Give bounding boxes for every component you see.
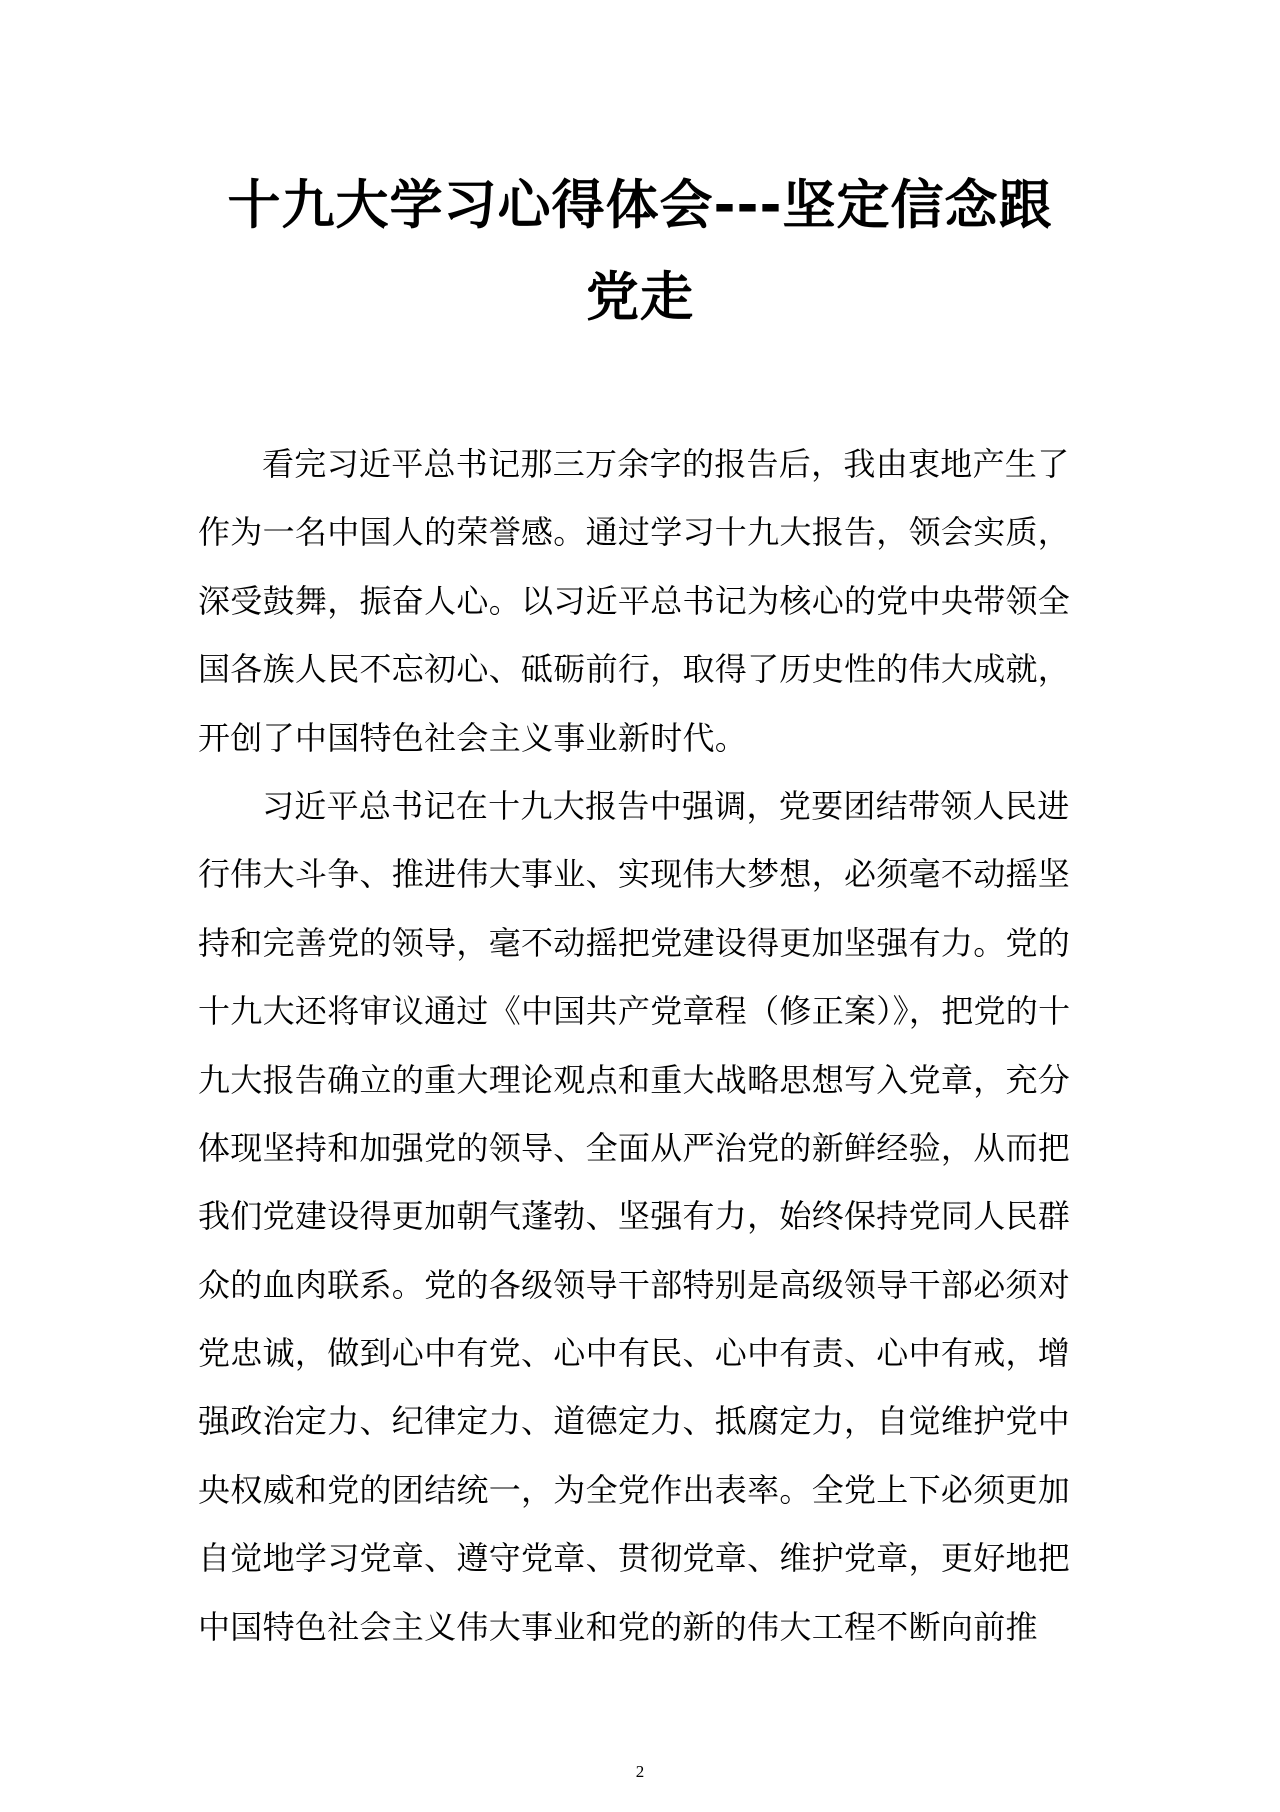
text-line: 体现坚持和加强党的领导、全面从严治党的新鲜经验，从而把 bbox=[198, 1128, 1071, 1167]
paragraph-2 bbox=[198, 772, 1088, 1661]
title-line: 党走 bbox=[586, 267, 694, 328]
text-line: 我们党建设得更加朝气蓬勃、坚强有力，始终保持党同人民群 bbox=[198, 1197, 1071, 1236]
text-line: 自觉地学习党章、遵守党章、贯彻党章、维护党章，更好地把 bbox=[198, 1539, 1071, 1578]
text-line: 党忠诚，做到心中有党、心中有民、心中有责、心中有戒，增 bbox=[198, 1334, 1071, 1373]
text-line: 九大报告确立的重大理论观点和重大战略思想写入党章，充分 bbox=[198, 1060, 1071, 1099]
page-number: 2 bbox=[635, 1762, 645, 1781]
text-line: 习近平总书记在十九大报告中强调，党要团结带领人民进 bbox=[262, 786, 1070, 825]
paragraph-1 bbox=[198, 430, 1088, 772]
text-line: 中国特色社会主义伟大事业和党的新的伟大工程不断向前推 bbox=[198, 1607, 1038, 1646]
text-line: 行伟大斗争、推进伟大事业、实现伟大梦想，必须毫不动摇坚 bbox=[198, 855, 1071, 894]
text-line: 开创了中国特色社会主义事业新时代。 bbox=[198, 718, 748, 757]
text-line: 作为一名中国人的荣誉感。通过学习十九大报告，领会实质， bbox=[198, 513, 1071, 552]
title-line: 十九大学习心得体会---坚定信念跟 bbox=[227, 175, 1053, 236]
page-title bbox=[150, 160, 1130, 344]
text-line: 持和完善党的领导，毫不动摇把党建设得更加坚强有力。党的 bbox=[198, 923, 1071, 962]
text-line: 深受鼓舞，振奋人心。以习近平总书记为核心的党中央带领全 bbox=[198, 581, 1071, 620]
document-body bbox=[198, 430, 1088, 1661]
text-line: 强政治定力、纪律定力、道德定力、抵腐定力，自觉维护党中 bbox=[198, 1402, 1071, 1441]
text-line: 看完习近平总书记那三万余字的报告后，我由衷地产生了 bbox=[262, 445, 1070, 483]
text-line: 十九大还将审议通过《中国共产党章程（修正案）》，把党的十 bbox=[198, 992, 1071, 1031]
text-line: 国各族人民不忘初心、砥砺前行，取得了历史性的伟大成就， bbox=[198, 650, 1071, 689]
text-line: 央权威和党的团结统一，为全党作出表率。全党上下必须更加 bbox=[198, 1470, 1071, 1509]
text-line: 众的血肉联系。党的各级领导干部特别是高级领导干部必须对 bbox=[198, 1265, 1071, 1304]
